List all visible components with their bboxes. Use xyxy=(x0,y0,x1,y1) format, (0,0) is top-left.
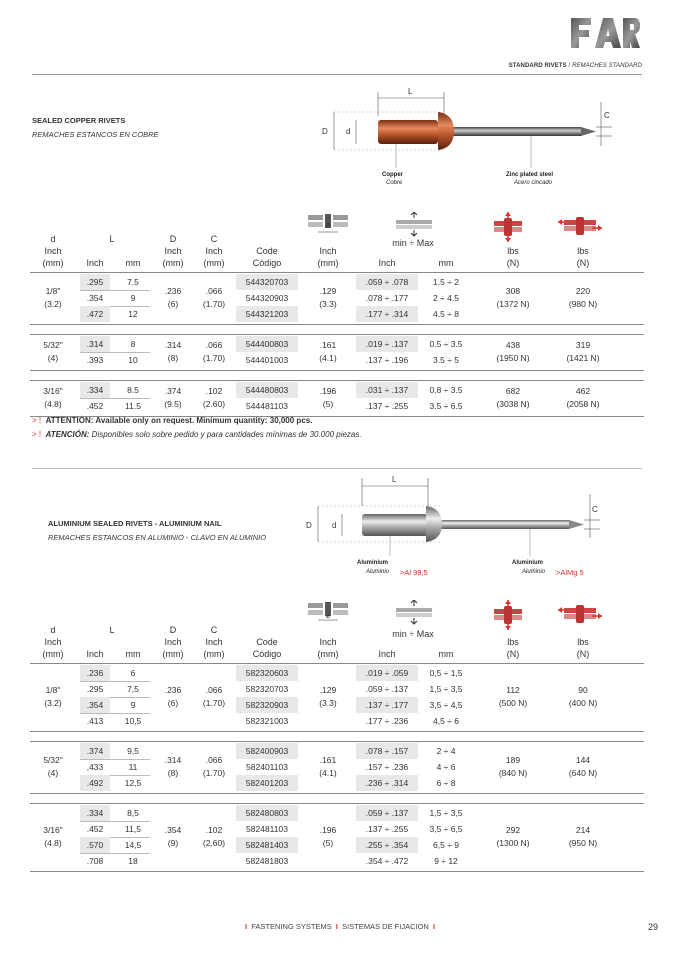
hole-diameter-metric: (5) xyxy=(322,399,334,409)
table-rule xyxy=(30,272,644,273)
hole-diameter xyxy=(306,339,350,365)
shank-diameter-value: 5/32" xyxy=(43,755,63,765)
product-code: 582401103 xyxy=(246,762,288,772)
tensile-strength-icon xyxy=(558,600,602,635)
hdr-grip: min ÷ Max xyxy=(392,629,434,639)
grip-inch: .255 ÷ .354 xyxy=(356,837,418,853)
shank-diameter xyxy=(30,339,76,365)
length-inch: .413 xyxy=(86,716,104,726)
shank-diameter-value: 1/8" xyxy=(45,685,61,695)
table-rule xyxy=(30,663,644,664)
copper-rivet-diagram xyxy=(316,84,626,194)
length-inch: .570 xyxy=(80,837,110,853)
hole-diameter-value: .196 xyxy=(319,825,337,835)
grip-inch: .059 ÷ .137 xyxy=(356,805,418,821)
length-inch: .236 xyxy=(80,665,110,681)
head-height-metric: (1.70) xyxy=(202,768,226,778)
shank-diameter-value: 3/16" xyxy=(43,386,63,396)
tensile-strength-icon xyxy=(558,212,602,247)
grip-inch: .078 ÷ .157 xyxy=(356,743,418,759)
material1-grade: >Al 99,5 xyxy=(400,568,428,577)
material1-name: Copper xyxy=(382,172,403,178)
product-code: 544481103 xyxy=(246,401,288,411)
shear-strength-value: 438 xyxy=(505,340,521,350)
hdr-code: Code xyxy=(256,637,278,647)
head-diameter xyxy=(154,824,192,850)
hdr-grip-mm: mm xyxy=(438,649,454,659)
head-diameter-value: .354 xyxy=(164,825,182,835)
grip-mm: 0,5 ÷ 1,5 xyxy=(429,668,463,678)
head-height xyxy=(194,339,234,365)
group-rule xyxy=(30,793,644,794)
header-rule xyxy=(32,74,642,75)
dim-C: C xyxy=(604,111,610,120)
hdr-d-mm: (mm) xyxy=(42,258,64,268)
hdr-hole-symbol: ø xyxy=(325,222,331,229)
hdr-hole-inch: Inch xyxy=(319,637,337,647)
hdr-codigo: Código xyxy=(252,258,282,268)
hole-diameter-metric: (4.1) xyxy=(319,768,337,778)
grip-inch: .137 ÷ .177 xyxy=(356,697,418,713)
grip-mm: 9 ÷ 12 xyxy=(434,856,458,866)
head-height-metric: (1.70) xyxy=(202,353,226,363)
length-mm: 9 xyxy=(130,700,136,710)
shank-diameter-metric: (4) xyxy=(47,353,59,363)
length-mm: 10,5 xyxy=(124,716,142,726)
hdr-L: L xyxy=(109,625,115,635)
grip-mm: 0.5 ÷ 3.5 xyxy=(429,339,463,349)
product-code: 544400803 xyxy=(236,336,298,352)
head-height xyxy=(194,385,234,411)
group-rule xyxy=(30,324,644,325)
length-inch: .314 xyxy=(80,336,110,352)
product-code: 544320903 xyxy=(245,293,289,303)
shear-strength-value: 308 xyxy=(505,286,521,296)
head-diameter-metric: (9) xyxy=(167,838,179,848)
dim-L: L xyxy=(392,475,397,484)
product-code: 582481803 xyxy=(245,856,289,866)
hdr-grip: min ÷ Max xyxy=(392,238,434,248)
product-code: 582481403 xyxy=(236,837,298,853)
dim-d: d xyxy=(346,127,351,136)
grip-mm: 2 ÷ 4.5 xyxy=(433,293,459,303)
shear-strength xyxy=(480,285,546,311)
head-diameter-value: .314 xyxy=(164,755,182,765)
hole-diameter-metric: (3.3) xyxy=(319,698,337,708)
length-mm: 6 xyxy=(130,668,136,678)
hdr-shear-lbs: lbs xyxy=(507,637,519,647)
head-height-value: .066 xyxy=(205,286,223,296)
shank-diameter xyxy=(30,684,76,710)
hole-diameter-metric: (4.1) xyxy=(319,353,337,363)
hdr-d: d xyxy=(50,625,56,635)
tensile-strength xyxy=(550,684,616,710)
length-inch: .492 xyxy=(80,775,110,791)
grip-mm: 1.5 ÷ 2 xyxy=(433,277,459,287)
tensile-strength-value: 319 xyxy=(575,340,591,350)
shank-diameter xyxy=(30,385,76,411)
hdr-D-mm: (mm) xyxy=(162,258,184,268)
shear-strength xyxy=(480,754,546,780)
grip-mm: 1,5 ÷ 3,5 xyxy=(429,684,463,694)
shank-diameter-metric: (3.2) xyxy=(44,299,62,309)
head-height-value: .102 xyxy=(205,825,223,835)
far-logo xyxy=(569,16,641,50)
grip-mm: 3,5 ÷ 6,5 xyxy=(429,824,463,834)
material2-name: Aluminium xyxy=(512,560,543,566)
tensile-strength-value: 214 xyxy=(575,825,591,835)
group-rule xyxy=(30,731,644,732)
shear-strength-metric: (500 N) xyxy=(498,698,528,708)
shear-strength-value: 292 xyxy=(505,825,521,835)
grip-inch: .177 ÷ .236 xyxy=(365,716,409,726)
shear-strength-value: 112 xyxy=(506,685,520,695)
group-rule xyxy=(30,334,644,335)
grip-inch: .059 ÷ .137 xyxy=(365,684,409,694)
shear-strength xyxy=(480,339,546,365)
length-mm: 11,5 xyxy=(125,824,141,834)
length-inch: .708 xyxy=(86,856,104,866)
hdr-shear-n: (N) xyxy=(506,258,520,268)
length-mm: 11 xyxy=(128,762,138,772)
length-inch: .334 xyxy=(80,382,110,398)
grip-inch: .236 ÷ .314 xyxy=(356,775,418,791)
product-code: 544480803 xyxy=(236,382,298,398)
hdr-grip-inch: Inch xyxy=(378,649,396,659)
product-code: 544320703 xyxy=(236,274,298,290)
tensile-strength xyxy=(550,824,616,850)
head-height-value: .066 xyxy=(205,340,223,350)
grip-inch: .354 ÷ .472 xyxy=(365,856,409,866)
length-mm: 12 xyxy=(128,309,138,319)
shank-diameter-metric: (4.8) xyxy=(44,838,62,848)
head-diameter xyxy=(154,285,192,311)
hdr-codigo: Código xyxy=(252,649,282,659)
head-diameter-metric: (6) xyxy=(167,698,179,708)
hole-diameter-metric: (5) xyxy=(322,838,334,848)
hdr-D-inch: Inch xyxy=(164,246,182,256)
shank-diameter-value: 3/16" xyxy=(43,825,63,835)
grip-mm: 0.8 ÷ 3.5 xyxy=(429,385,463,395)
length-mm: 8 xyxy=(130,339,136,349)
dim-D: D xyxy=(322,127,328,136)
length-mm: 9,5 xyxy=(127,746,139,756)
tensile-strength-metric: (1421 N) xyxy=(566,353,600,363)
product-code: 582480803 xyxy=(236,805,298,821)
material1-sub: Aluminio xyxy=(366,569,390,575)
shear-strength-value: 682 xyxy=(505,386,521,396)
tensile-strength-value: 144 xyxy=(575,755,591,765)
tensile-strength-metric: (640 N) xyxy=(568,768,598,778)
grip-inch: .031 ÷ .137 xyxy=(356,382,418,398)
section2-title: ALUMINIUM SEALED RIVETS - ALUMINIUM NAIL xyxy=(48,519,222,528)
hdr-hole-mm: (mm) xyxy=(317,649,339,659)
length-inch: .374 xyxy=(80,743,110,759)
head-diameter-metric: (8) xyxy=(167,768,179,778)
grip-inch: .177 ÷ .314 xyxy=(356,306,418,322)
tensile-strength xyxy=(550,339,616,365)
hdr-C: C xyxy=(210,234,218,244)
hole-diameter xyxy=(306,684,350,710)
group-rule xyxy=(30,370,644,371)
dim-D: D xyxy=(306,521,312,530)
head-height-metric: (1.70) xyxy=(202,299,226,309)
category-label: STANDARD RIVETS / REMACHES STANDARD xyxy=(508,63,642,69)
hdr-d-inch: Inch xyxy=(44,246,62,256)
shear-strength-metric: (1950 N) xyxy=(496,353,530,363)
hdr-hole-symbol: ø xyxy=(325,613,331,620)
hole-diameter xyxy=(306,285,350,311)
hole-diameter xyxy=(306,824,350,850)
head-height-value: .066 xyxy=(205,685,223,695)
product-code: 582320603 xyxy=(236,665,298,681)
hdr-L-inch: Inch xyxy=(86,649,104,659)
length-inch: .472 xyxy=(80,306,110,322)
grip-inch: .059 ÷ .078 xyxy=(356,274,418,290)
shear-strength xyxy=(480,824,546,850)
head-diameter-metric: (6) xyxy=(167,299,179,309)
hdr-tensile-n: (N) xyxy=(576,649,590,659)
tensile-strength-value: 90 xyxy=(578,685,588,695)
shear-strength-metric: (1372 N) xyxy=(496,299,530,309)
grip-inch: .137 ÷ .255 xyxy=(365,824,409,834)
length-inch: .354 xyxy=(86,293,104,303)
material1-name: Aluminium xyxy=(357,560,388,566)
hdr-hole-inch: Inch xyxy=(319,246,337,256)
length-mm: 10 xyxy=(128,355,138,365)
hdr-tensile-lbs: lbs xyxy=(577,637,589,647)
grip-inch: .137 ÷ .196 xyxy=(365,355,409,365)
tensile-strength-metric: (980 N) xyxy=(568,299,598,309)
head-diameter-metric: (8) xyxy=(167,353,179,363)
hdr-code: Code xyxy=(256,246,278,256)
tensile-strength xyxy=(550,754,616,780)
head-diameter xyxy=(154,684,192,710)
grip-inch: .019 ÷ .137 xyxy=(356,336,418,352)
page-number: 29 xyxy=(647,922,658,932)
note-attention-es: > ! ATENCIÓN: Disponibles solo sobre pedido y para cantidades mínimas de 30.000 piezas. xyxy=(32,430,362,439)
length-inch: .295 xyxy=(86,684,104,694)
hole-diameter-value: .161 xyxy=(319,755,337,765)
tensile-strength-metric: (950 N) xyxy=(568,838,598,848)
length-inch: .334 xyxy=(80,805,110,821)
hdr-shear-lbs: lbs xyxy=(507,246,519,256)
head-diameter xyxy=(154,754,192,780)
group-rule xyxy=(30,871,644,872)
length-mm: 9 xyxy=(130,293,136,303)
hdr-C-mm: (mm) xyxy=(203,258,225,268)
shear-strength-metric: (840 N) xyxy=(498,768,528,778)
material1-sub: Cobre xyxy=(386,180,403,186)
product-code: 582400903 xyxy=(236,743,298,759)
shear-strength-metric: (1300 N) xyxy=(496,838,530,848)
shear-strength xyxy=(480,684,546,710)
product-code: 582320703 xyxy=(245,684,289,694)
hole-diameter-value: .129 xyxy=(319,685,337,695)
head-diameter xyxy=(154,385,192,411)
material2-sub: Aluminio xyxy=(522,569,546,575)
hdr-grip-inch: Inch xyxy=(378,258,396,268)
hole-diameter-metric: (3.3) xyxy=(319,299,337,309)
note-attention-en: > ! ATTENTION: Available only on request. Minimum quantity: 30,000 pcs. xyxy=(32,416,313,425)
shear-strength-icon xyxy=(488,212,528,247)
dim-d: d xyxy=(332,521,337,530)
tensile-strength-value: 462 xyxy=(575,386,591,396)
tensile-strength xyxy=(550,385,616,411)
product-code: 544321203 xyxy=(236,306,298,322)
hdr-L: L xyxy=(109,234,115,244)
hdr-D-inch: Inch xyxy=(164,637,182,647)
material2-grade: >AlMg 5 xyxy=(556,568,584,577)
grip-mm: 1,5 ÷ 3,5 xyxy=(429,808,463,818)
head-diameter-value: .314 xyxy=(164,340,182,350)
product-code: 582321003 xyxy=(245,716,289,726)
shear-strength-icon xyxy=(488,600,528,635)
head-diameter xyxy=(154,339,192,365)
head-height-metric: (2.60) xyxy=(202,838,226,848)
group-rule xyxy=(30,741,644,742)
group-rule xyxy=(30,803,644,804)
tensile-strength-value: 220 xyxy=(575,286,591,296)
length-inch: .295 xyxy=(80,274,110,290)
shank-diameter xyxy=(30,754,76,780)
footer: I FASTENING SYSTEMS I SISTEMAS DE FIJACION I xyxy=(245,922,436,931)
shank-diameter-value: 5/32" xyxy=(43,340,63,350)
hdr-hole-mm: (mm) xyxy=(317,258,339,268)
hdr-C-inch: Inch xyxy=(205,246,223,256)
section1-title: SEALED COPPER RIVETS xyxy=(32,116,126,125)
length-inch: .393 xyxy=(86,355,104,365)
hdr-d-inch: Inch xyxy=(44,637,62,647)
hdr-d: d xyxy=(50,234,56,244)
grip-mm: 4.5 ÷ 8 xyxy=(433,309,459,319)
shank-diameter xyxy=(30,824,76,850)
length-inch: ,433 xyxy=(86,762,104,772)
tensile-strength-metric: (400 N) xyxy=(568,698,598,708)
grip-mm: 4 ÷ 6 xyxy=(436,762,456,772)
head-height xyxy=(194,285,234,311)
section-separator xyxy=(32,468,642,469)
hdr-C-mm: (mm) xyxy=(203,649,225,659)
product-code: 582320903 xyxy=(236,697,298,713)
length-mm: 14,5 xyxy=(124,840,142,850)
grip-mm: 3.5 ÷ 6.5 xyxy=(429,401,463,411)
product-code: 544401003 xyxy=(245,355,289,365)
head-height-metric: (2.60) xyxy=(202,399,226,409)
hole-diameter-value: .129 xyxy=(319,286,337,296)
dim-L: L xyxy=(408,87,413,96)
head-height-metric: (1.70) xyxy=(202,698,226,708)
hole-diameter xyxy=(306,385,350,411)
product-code: 582481103 xyxy=(246,824,288,834)
shear-strength-value: 189 xyxy=(505,755,521,765)
hole-diameter-value: .196 xyxy=(319,386,337,396)
hdr-D: D xyxy=(169,625,177,635)
grip-inch: .019 ÷ .059 xyxy=(356,665,418,681)
shank-diameter-value: 1/8" xyxy=(45,286,61,296)
length-mm: 12,5 xyxy=(124,778,142,788)
hdr-d-mm: (mm) xyxy=(42,649,64,659)
grip-mm: 2 ÷ 4 xyxy=(436,746,456,756)
length-mm: 7,5 xyxy=(127,684,139,694)
material2-sub: Acero cincado xyxy=(514,180,553,186)
hdr-L-mm: mm xyxy=(125,258,141,268)
length-mm: 18 xyxy=(128,856,138,866)
shank-diameter-metric: (4.8) xyxy=(44,399,62,409)
head-diameter-value: .236 xyxy=(164,286,182,296)
head-height xyxy=(194,684,234,710)
head-height xyxy=(194,824,234,850)
head-diameter-value: .374 xyxy=(164,386,182,396)
head-height-value: .102 xyxy=(205,386,223,396)
hdr-shear-n: (N) xyxy=(506,649,520,659)
grip-mm: 3.5 ÷ 5 xyxy=(433,355,459,365)
grip-mm: 6,5 ÷ 9 xyxy=(433,840,459,850)
length-mm: 7.5 xyxy=(127,277,139,287)
head-height-value: .066 xyxy=(205,755,223,765)
shear-strength-metric: (3038 N) xyxy=(496,399,530,409)
hdr-D: D xyxy=(169,234,177,244)
section1-subtitle: REMACHES ESTANCOS EN COBRE xyxy=(32,130,159,139)
head-diameter-value: .236 xyxy=(164,685,182,695)
hole-diameter-value: .161 xyxy=(319,340,337,350)
head-height xyxy=(194,754,234,780)
aluminium-rivet-diagram xyxy=(300,472,620,582)
grip-inch: .137 ÷ .255 xyxy=(365,401,409,411)
head-diameter-metric: (9.5) xyxy=(164,399,182,409)
shank-diameter-metric: (3.2) xyxy=(44,698,62,708)
hdr-C: C xyxy=(210,625,218,635)
material2-name: Zinc plated steel xyxy=(506,172,554,178)
tensile-strength-metric: (2058 N) xyxy=(566,399,600,409)
tensile-strength xyxy=(550,285,616,311)
grip-inch: .157 ÷ .236 xyxy=(365,762,409,772)
hdr-D-mm: (mm) xyxy=(162,649,184,659)
length-inch: .452 xyxy=(86,824,104,834)
length-inch: .452 xyxy=(86,401,104,411)
group-rule xyxy=(30,380,644,381)
hdr-C-inch: Inch xyxy=(205,637,223,647)
length-mm: 8.5 xyxy=(127,385,139,395)
dim-C: C xyxy=(592,505,598,514)
grip-inch: .078 ÷ .177 xyxy=(365,293,409,303)
grip-mm: 6 ÷ 8 xyxy=(436,778,456,788)
grip-mm: 4,5 ÷ 6 xyxy=(433,716,459,726)
product-code: 582401203 xyxy=(236,775,298,791)
hdr-grip-mm: mm xyxy=(438,258,454,268)
grip-mm: 3,5 ÷ 4,5 xyxy=(429,700,463,710)
length-inch: .354 xyxy=(80,697,110,713)
hdr-L-mm: mm xyxy=(125,649,141,659)
hole-diameter xyxy=(306,754,350,780)
hdr-L-inch: Inch xyxy=(86,258,104,268)
length-mm: 8,5 xyxy=(127,808,139,818)
length-mm: 11.5 xyxy=(125,401,141,411)
shank-diameter xyxy=(30,285,76,311)
section2-subtitle: REMACHES ESTANCOS EN ALUMINIO - CLAVO EN ALUMINIO xyxy=(48,533,267,542)
hdr-tensile-lbs: lbs xyxy=(577,246,589,256)
shear-strength xyxy=(480,385,546,411)
hdr-tensile-n: (N) xyxy=(576,258,590,268)
shank-diameter-metric: (4) xyxy=(47,768,59,778)
